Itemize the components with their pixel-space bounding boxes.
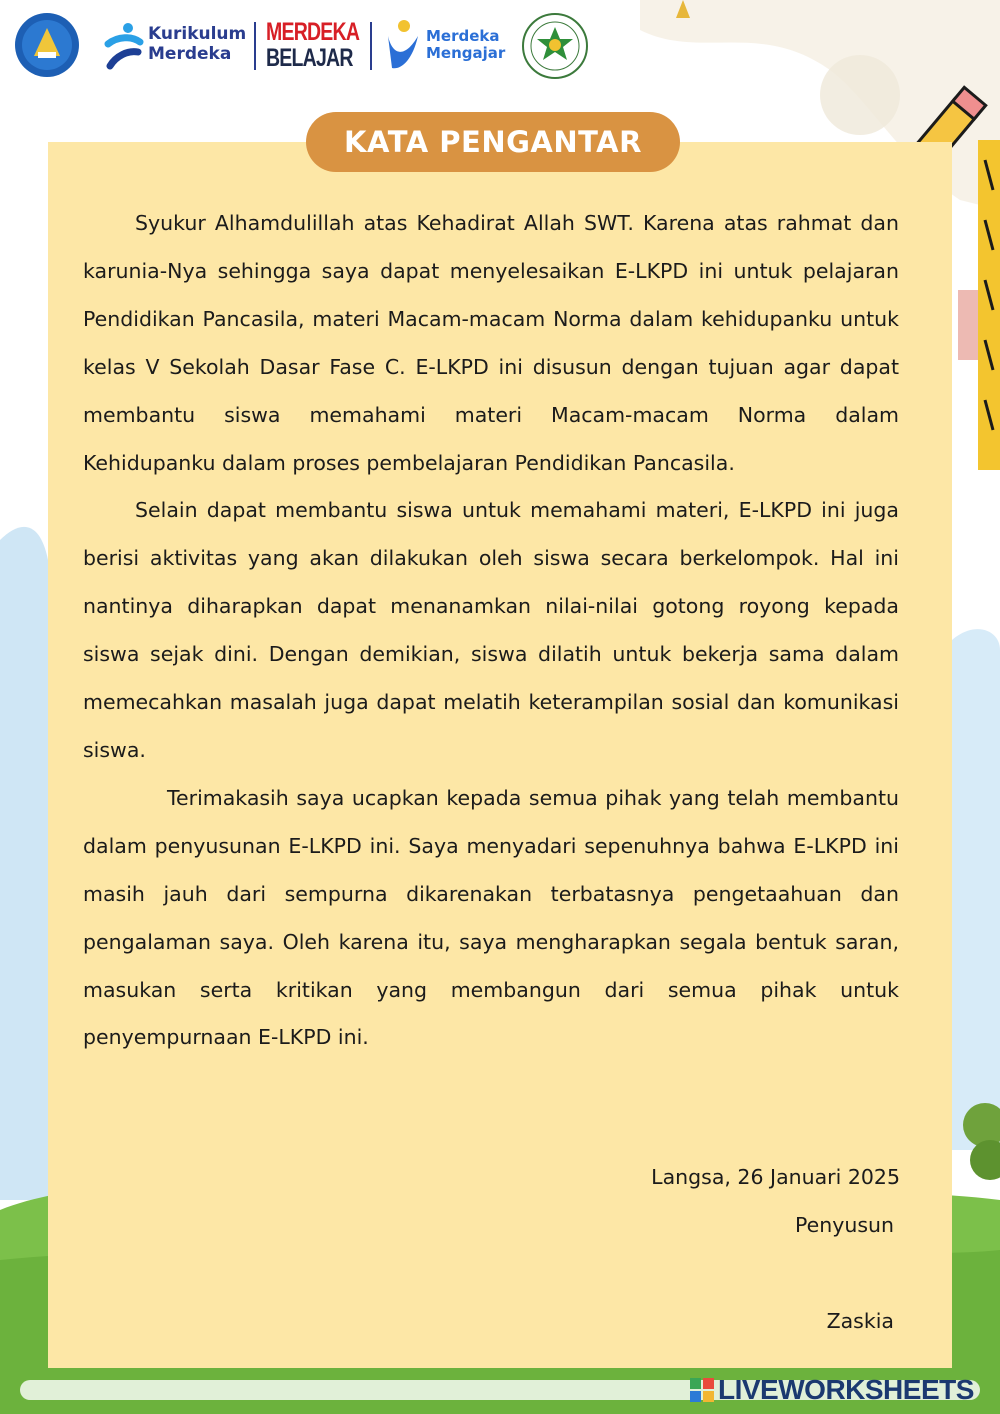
merdeka-mengajar-icon: [384, 18, 422, 70]
place-date: Langsa, 26 Januari 2025: [651, 1165, 900, 1189]
university-seal-icon: [522, 13, 588, 79]
liveworksheets-wordmark: LIVEWORKSHEETS: [718, 1374, 974, 1405]
merdeka-belajar-logo: [264, 18, 364, 74]
body-text: [83, 200, 899, 1062]
liveworksheets-brand: [690, 1372, 990, 1408]
page-title: KATA PENGANTAR: [306, 112, 680, 172]
kurikulum-merdeka-icon: [104, 22, 144, 70]
merdeka-belajar-line2: BELAJAR: [266, 44, 353, 72]
signature-role: Penyusun: [794, 1213, 894, 1237]
paragraph-3: Terimakasih saya ucapkan kepada semua pihak yang telah membantu dalam penyusunan E-LKPD ini. Saya menyadari sepenuhnya bahwa E-LKPD ini masih jauh dari sempurna dikarenakan terbatasnya pengetaahuan dan pengalaman saya. Oleh karena itu, saya mengharapkan segala bentuk saran, masukan serta kritikan yang membangun dari semua pihak untuk penyempurnaan E-LKPD ini.: [83, 785, 899, 1050]
tut-wuri-handayani-logo-icon: [14, 12, 80, 78]
kurikulum-merdeka-logo: [104, 20, 247, 72]
logo-divider: [254, 22, 256, 70]
merdeka-mengajar-logo: [384, 18, 514, 74]
merdeka-mengajar-line1: Merdeka: [426, 27, 500, 45]
merdeka-mengajar-line2: Mengajar: [426, 44, 506, 62]
merdeka-belajar-line1: MERDEKA: [266, 18, 360, 46]
paragraph-1: Syukur Alhamdulillah atas Kehadirat Allah SWT. Karena atas rahmat dan karunia-Nya sehingga saya dapat menyelesaikan E-LKPD ini untuk pelajaran Pendidikan Pancasila, materi Macam-macam Norma dalam kehidupanku untuk kelas V Sekolah Dasar Fase C. E-LKPD ini disusun dengan tujuan agar dapat membantu siswa memahami materi Macam-macam Norma dalam Kehidupanku dalam proses pembelajaran Pendidikan Pancasila.: [83, 211, 899, 475]
signature-author: Zaskia: [826, 1309, 894, 1333]
header-logo-bar: [0, 0, 1000, 95]
logo-divider: [370, 22, 372, 70]
merdeka-text: Merdeka: [148, 44, 232, 64]
paragraph-2: Selain dapat membantu siswa untuk memahami materi, E-LKPD ini juga berisi aktivitas yang akan dilakukan oleh siswa secara berkelompok. Hal ini nantinya diharapkan dapat menanamkan nilai-nilai gotong royong kepada siswa sejak dini. Dengan demikian, siswa dilatih untuk bekerja sama dalam memecahkan masalah juga dapat melatih keterampilan sosial dan komunikasi siswa.: [83, 498, 899, 762]
liveworksheets-logo-icon: [690, 1378, 714, 1402]
kurikulum-text: Kurikulum: [148, 24, 247, 44]
